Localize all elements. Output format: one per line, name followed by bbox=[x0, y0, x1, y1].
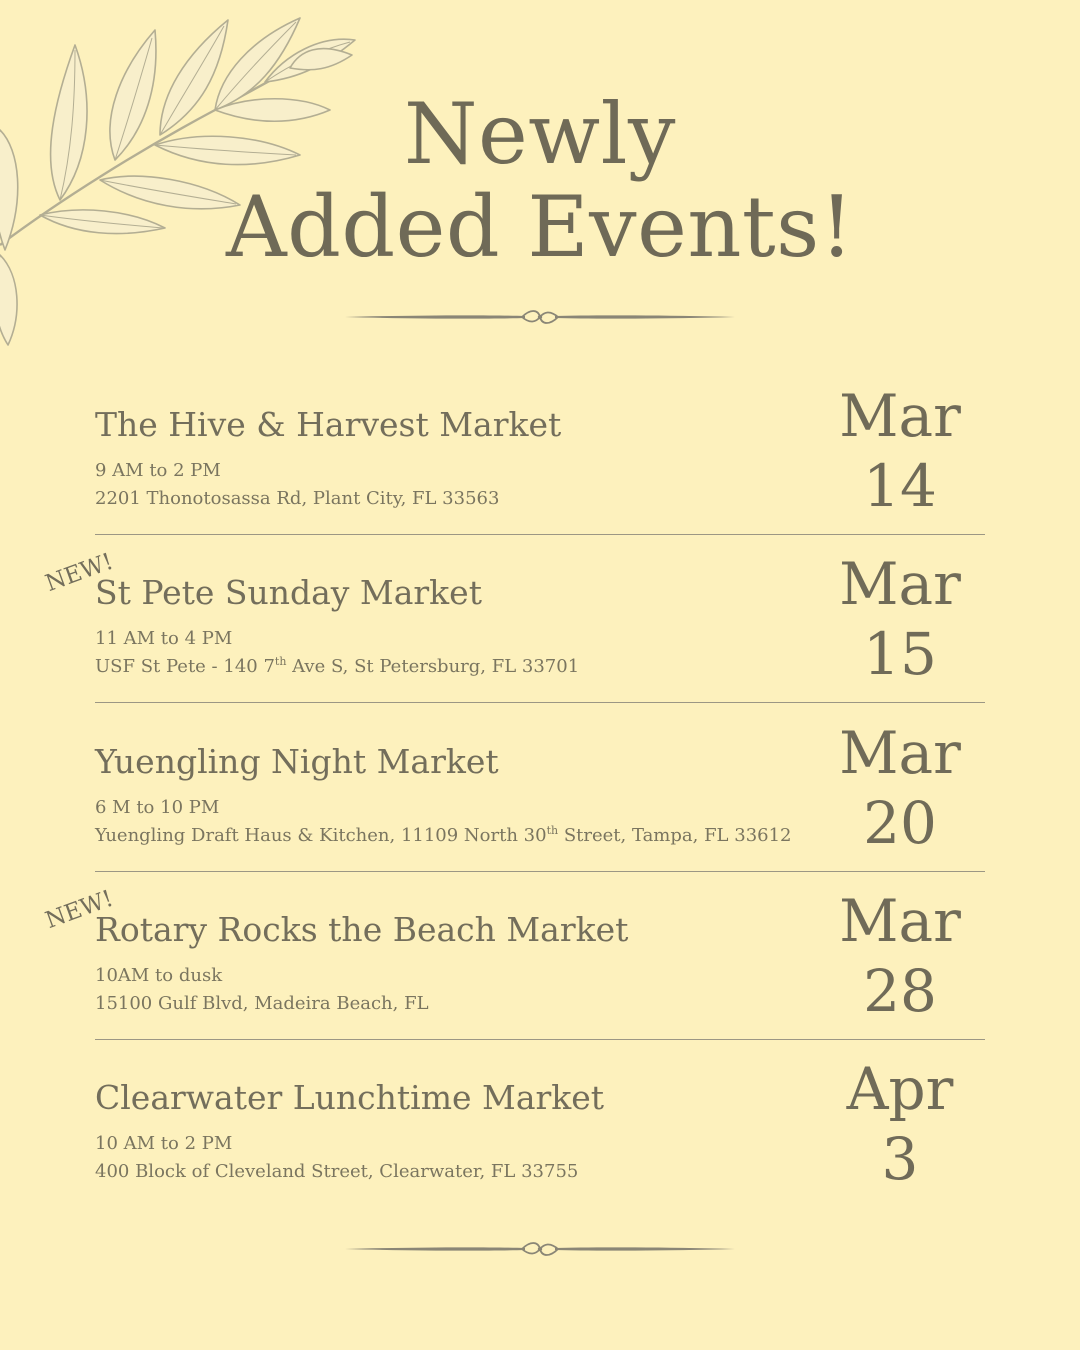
event-date bbox=[815, 383, 985, 519]
event-time: 6 M to 10 PM bbox=[95, 797, 220, 818]
event-address: 400 Block of Cleveland Street, Clearwater, FL 33755 bbox=[95, 1161, 579, 1182]
event-address bbox=[95, 824, 792, 848]
scroll-divider-icon bbox=[340, 1239, 740, 1259]
new-badge: NEW! bbox=[42, 548, 117, 597]
event-time: 11 AM to 4 PM bbox=[95, 628, 233, 649]
event-item bbox=[95, 704, 985, 872]
event-address: 2201 Thonotosassa Rd, Plant City, FL 33563 bbox=[95, 488, 500, 509]
event-item bbox=[42, 535, 985, 703]
event-name: St Pete Sunday Market bbox=[95, 573, 482, 612]
event-day: 3 bbox=[881, 1125, 919, 1193]
event-time: 9 AM to 2 PM bbox=[95, 460, 221, 481]
event-name: The Hive & Harvest Market bbox=[95, 405, 562, 444]
event-month: Mar bbox=[839, 382, 961, 450]
event-item bbox=[42, 872, 985, 1040]
scroll-divider-icon bbox=[340, 307, 740, 327]
page-title-line2: Added Events! bbox=[225, 178, 855, 276]
event-address bbox=[95, 655, 579, 679]
event-date bbox=[815, 1056, 985, 1192]
event-item bbox=[95, 367, 985, 535]
event-date bbox=[815, 888, 985, 1024]
event-month: Apr bbox=[846, 1055, 954, 1123]
new-badge: NEW! bbox=[42, 885, 117, 934]
event-name: Clearwater Lunchtime Market bbox=[95, 1078, 605, 1117]
event-name: Rotary Rocks the Beach Market bbox=[95, 910, 629, 949]
event-address-suffix: Ave S, St Petersburg, FL 33701 bbox=[286, 656, 580, 677]
event-day: 15 bbox=[863, 620, 937, 688]
event-date bbox=[815, 720, 985, 856]
event-address-prefix: Yuengling Draft Haus & Kitchen, 11109 North 30 bbox=[95, 825, 547, 846]
page-title-line1: Newly bbox=[404, 85, 676, 183]
event-time: 10 AM to 2 PM bbox=[95, 1133, 233, 1154]
event-month: Mar bbox=[839, 719, 961, 787]
event-address-sup: th bbox=[546, 824, 559, 837]
event-month: Mar bbox=[839, 887, 961, 955]
event-item bbox=[95, 1040, 985, 1208]
event-day: 28 bbox=[863, 957, 937, 1025]
event-address-prefix: USF St Pete - 140 7 bbox=[95, 656, 275, 677]
event-address: 15100 Gulf Blvd, Madeira Beach, FL bbox=[95, 993, 429, 1014]
event-day: 14 bbox=[863, 452, 937, 520]
event-day: 20 bbox=[863, 789, 937, 857]
event-date bbox=[815, 551, 985, 687]
event-time: 10AM to dusk bbox=[95, 965, 223, 986]
event-address-suffix: Street, Tampa, FL 33612 bbox=[558, 825, 792, 846]
event-name: Yuengling Night Market bbox=[95, 742, 499, 781]
event-address-sup: th bbox=[274, 655, 287, 668]
event-month: Mar bbox=[839, 550, 961, 618]
